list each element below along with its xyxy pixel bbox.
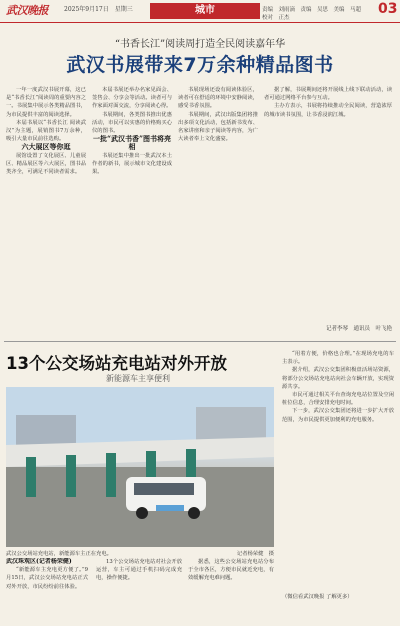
dateline: 武汉珠观区(记者杨荣健) [6, 558, 72, 565]
article1-headline: 武汉书展带来7万余种精品图书 [66, 54, 334, 76]
paragraph: “新能源车主充电更方便了。”9月15日，武汉公交场站充电站正式对外开放，市民纷纷前往体验。 [6, 567, 88, 590]
article1-column-4 [264, 86, 392, 338]
staff-line: 责编 刘雨滴 责编 吴思 美编 马超 校对 正杰 [262, 7, 367, 21]
photo-illustration [6, 387, 274, 547]
paragraph: 书展还集中推出一批武汉本土作者的新书，展示城市文化建设成果。 [92, 152, 172, 176]
paragraph: 书展期间，各类图书推出优惠活动，市民可以实惠的价格购买心仪的图书。 [92, 111, 172, 135]
article2-subhead: 新能源车主享便利 [106, 374, 170, 383]
caption-text: 武汉公交场站充电站，新能源车主正在充电。 [6, 551, 112, 557]
article1-column-2 [92, 86, 172, 338]
paragraph: 据悉，这些公交场站充电站分布于全市各区，方便市民就近充电，有效缓解充电难问题。 [188, 559, 274, 582]
paragraph: 主办方表示，书展将持续推动全民阅读，营造浓厚的城市读书氛围，让书香浸润江城。 [264, 103, 392, 118]
photo-caption [6, 549, 274, 557]
article2-column-1 [6, 558, 88, 624]
paragraph: “用着方便，价格也合理。”在现场充电的车主表示。 [282, 351, 394, 366]
subheading: 六大展区等你逛 [21, 142, 71, 152]
article1-column-3 [178, 86, 258, 338]
newspaper-logo: 武汉晚报 [6, 4, 48, 17]
paragraph: 13个公交场站充电站对社会开放运营，车主可通过手机扫码完成充电，操作便捷。 [96, 559, 182, 582]
article2-column-3 [188, 558, 274, 624]
page-header [0, 0, 400, 22]
paragraph: 书展现场还设有阅读体验区，读者可在舒适的环境中安静阅读，感受书香氛围。 [178, 87, 258, 110]
issue-date: 2025年9月17日 星期三 [64, 6, 133, 13]
paragraph: 书展期间，武汉出版集团将推出多项文化活动，包括新书发布、名家讲座和亲子阅读等内容，为广大读者奉上文化盛宴。 [178, 111, 258, 143]
paragraph: 据了解，书展期间还将开展线上线下联动活动，读者可通过网络平台参与互动。 [264, 87, 392, 102]
article1-byline: 记者李琴 通讯员 叶飞艳 [325, 326, 392, 332]
editor-note: （微信看武汉晚报 了解更多） [282, 594, 353, 600]
paragraph: 一年一度武汉书展开幕，这已是“书香长江”阅读周的重要内容之一。书展集中展示各类精品图书，为市民提供丰富的阅读选择。 [6, 87, 86, 118]
paragraph: 本届书展还举办名家见面会、签售会、分享会等活动。读者可与作家面对面交流，分享阅读心得。 [92, 87, 172, 110]
section-title: 城市 [150, 3, 260, 19]
header-divider [0, 22, 400, 23]
photo-credit: 记者杨荣健 摄 [236, 551, 274, 557]
paragraph: 下一步，武汉公交集团还将进一步扩大开放范围，为市民提供更加便利的充电服务。 [282, 408, 394, 423]
paragraph: 展馆设置了文化展区、儿童展区、精品展区等六大展区，图书品类齐全，可满足不同读者需求。 [6, 152, 86, 176]
article2-column-2 [96, 558, 182, 624]
charging-station-photo [6, 387, 274, 547]
article-divider [4, 341, 396, 342]
article1-kicker: “书香长江”阅读周打造全民阅读嘉年华 [114, 39, 286, 50]
paragraph: 据介绍，武汉公交集团积极盘活场站资源，将部分公交场站充电站向社会车辆开放，实现资源共享。 [282, 367, 394, 390]
article2-column-4 [282, 350, 394, 626]
article1-column-1 [6, 86, 86, 338]
subheading: 一批“武汉书香”图书将亮相 [92, 134, 172, 152]
paragraph: 本届书展以“书香长江 阅读武汉”为主题，展销图书7万余种，吸引大量市民前往选购。 [6, 119, 86, 143]
article2-headline: 13个公交场站充电站对外开放 [6, 354, 227, 373]
paragraph: 市民可通过相关平台查询充电站位置及空闲桩位信息，合理安排充电时间。 [282, 392, 394, 407]
page-number: 03 [378, 1, 398, 17]
